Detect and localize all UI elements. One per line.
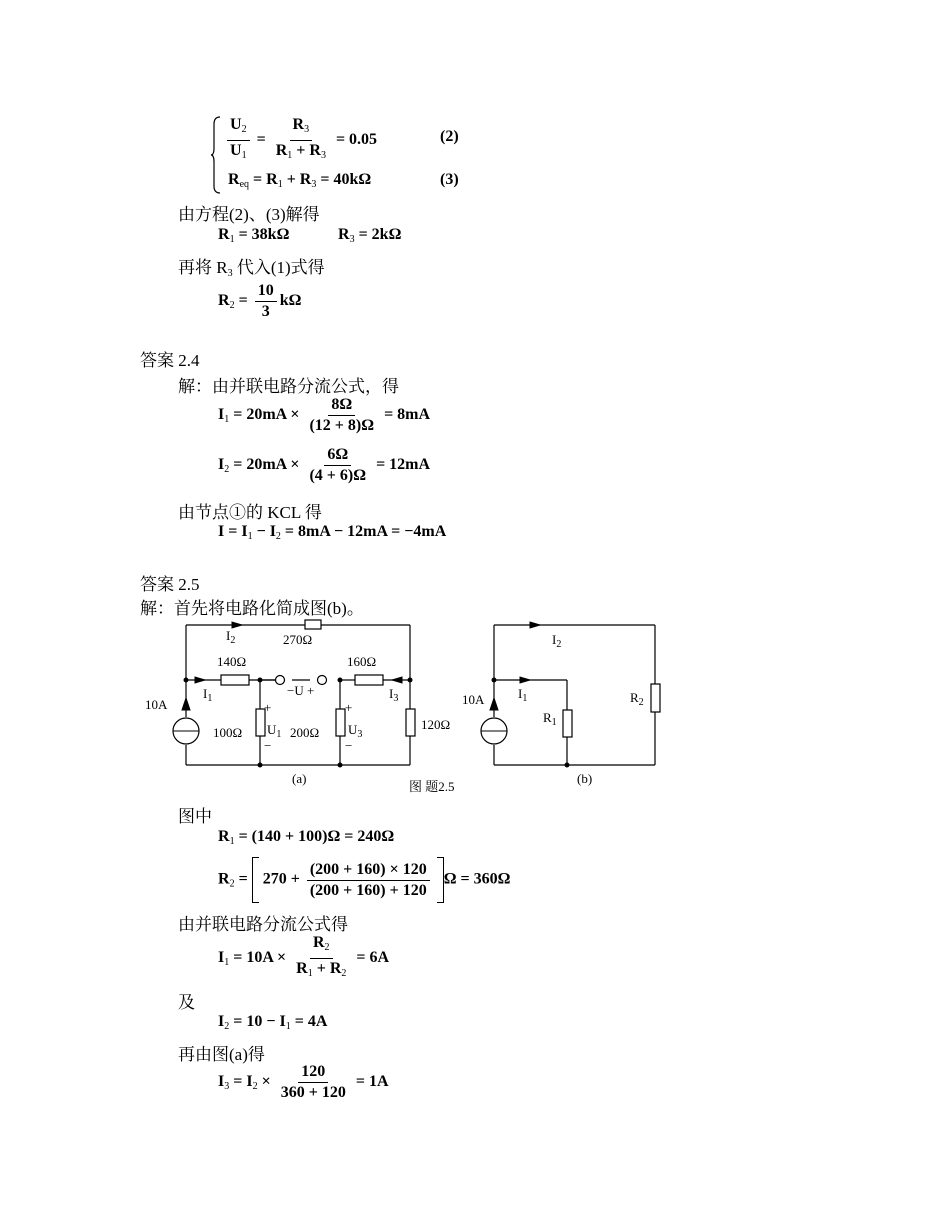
circuit-figure [130,612,690,797]
answer-2-4-heading: 答案 2.4 [140,351,200,370]
resistor-140 [221,675,249,685]
label-r100: 100Ω [213,725,243,740]
resistor-270 [305,620,321,629]
label-i3-a: $I_3$ [389,686,399,704]
terminal-right [318,676,327,685]
r3-result: $R_3 = 2k\Omega$ [338,226,402,245]
zaiyou-line: 再由图(a)得 [178,1045,265,1064]
i1-fraction-equation: $I_1 = 10A$ × $\frac{R_2}{R_1 + R_2}$ = 6A [218,934,390,979]
r1-result: $R_1 = 38k\Omega$ [218,226,290,245]
label-source-b: 10A [462,692,485,707]
fenliu-line: 由并联电路分流公式得 [178,915,348,934]
label-r120: 120Ω [421,717,451,732]
label-fig-b: (b) [577,771,593,786]
resistor-r1 [563,710,572,737]
r1-equation: $R_1 = (140 + 100)\Omega = 240\Omega$ [218,828,395,847]
label-source-a: 10A [145,697,168,712]
i1-equation: $I_1 = 20mA$ × $\frac{8\Omega}{(12 + 8)\Omega}$ = 8mA [218,396,431,434]
label-fig-a: (a) [292,771,307,786]
i3-equation: $I_3 = I_2$ × $\frac{120}{360 + 120}$ = 1A [218,1063,389,1101]
label-r160: 160Ω [347,654,377,669]
substitute-line: 再将 $R_3$ 代入(1)式得 [178,258,325,279]
resistor-160 [355,675,383,685]
label-u1-minus: − [264,738,272,753]
label-u3-minus: − [345,738,353,753]
kcl-line: 由节点①的 KCL 得 [178,503,322,522]
tuzhong-line: 图中 [178,807,212,826]
terminal-left [276,676,285,685]
label-u3: $U_3$ [348,722,363,740]
equation-3-tag: (3) [440,171,459,188]
label-r200: 200Ω [290,725,320,740]
ji-line: 及 [178,993,195,1012]
brace-left [211,116,221,194]
solve-line: 由方程(2)、(3)解得 [178,205,320,224]
label-u1-plus: + [264,700,272,715]
figure-caption: 图 题2.5 [409,779,455,794]
label-i2-b: $I_2$ [552,632,562,650]
resistor-200 [336,709,345,736]
i2-result-equation: $I_2 = 10 - I_1 = 4A$ [218,1013,328,1032]
answer-2-4-intro: 解：由并联电路分流公式，得 [178,377,399,396]
resistor-r2 [651,684,660,712]
label-i1-a: $I_1$ [203,686,213,704]
label-r1-b: $R_1$ [543,710,557,728]
label-u1: $U_1$ [267,722,282,740]
answer-2-5-intro: 解：首先将电路化简成图(b)。 [140,599,364,618]
equation-2: $\frac{U_2}{U_1}$ = $\frac{R_3}{R_1 + R_3}$ = 0.05 [224,116,377,165]
label-u3-plus: + [345,700,353,715]
i2-equation: $I_2 = 20mA$ × $\frac{6\Omega}{(4 + 6)\Omega}$ = 12mA [218,446,431,484]
equation-3: $R_{eq} = R_1 + R_3 = 40k\Omega$ [228,171,372,190]
label-i2-a: $I_2$ [226,628,236,646]
label-r270: 270Ω [283,632,313,647]
answer-2-5-heading: 答案 2.5 [140,575,200,594]
label-u-mid: −U + [287,683,315,698]
r2-equation: $R_2 = 270$ + $\frac{(200 + 160) \times 120}{(200 + 160) + 120}$ Ω = 360Ω [218,857,510,903]
label-r140: 140Ω [217,654,247,669]
label-i1-b: $I_1$ [518,686,528,704]
r2-result: $R_2$ = $\frac{10}{3}$ kΩ [218,282,302,320]
i-equation: $I = I_1 - I_2 = 8mA - 12mA = -4mA$ [218,523,447,542]
label-r2-b: $R_2$ [630,690,644,708]
resistor-120 [406,709,415,736]
equation-2-tag: (2) [440,128,459,145]
